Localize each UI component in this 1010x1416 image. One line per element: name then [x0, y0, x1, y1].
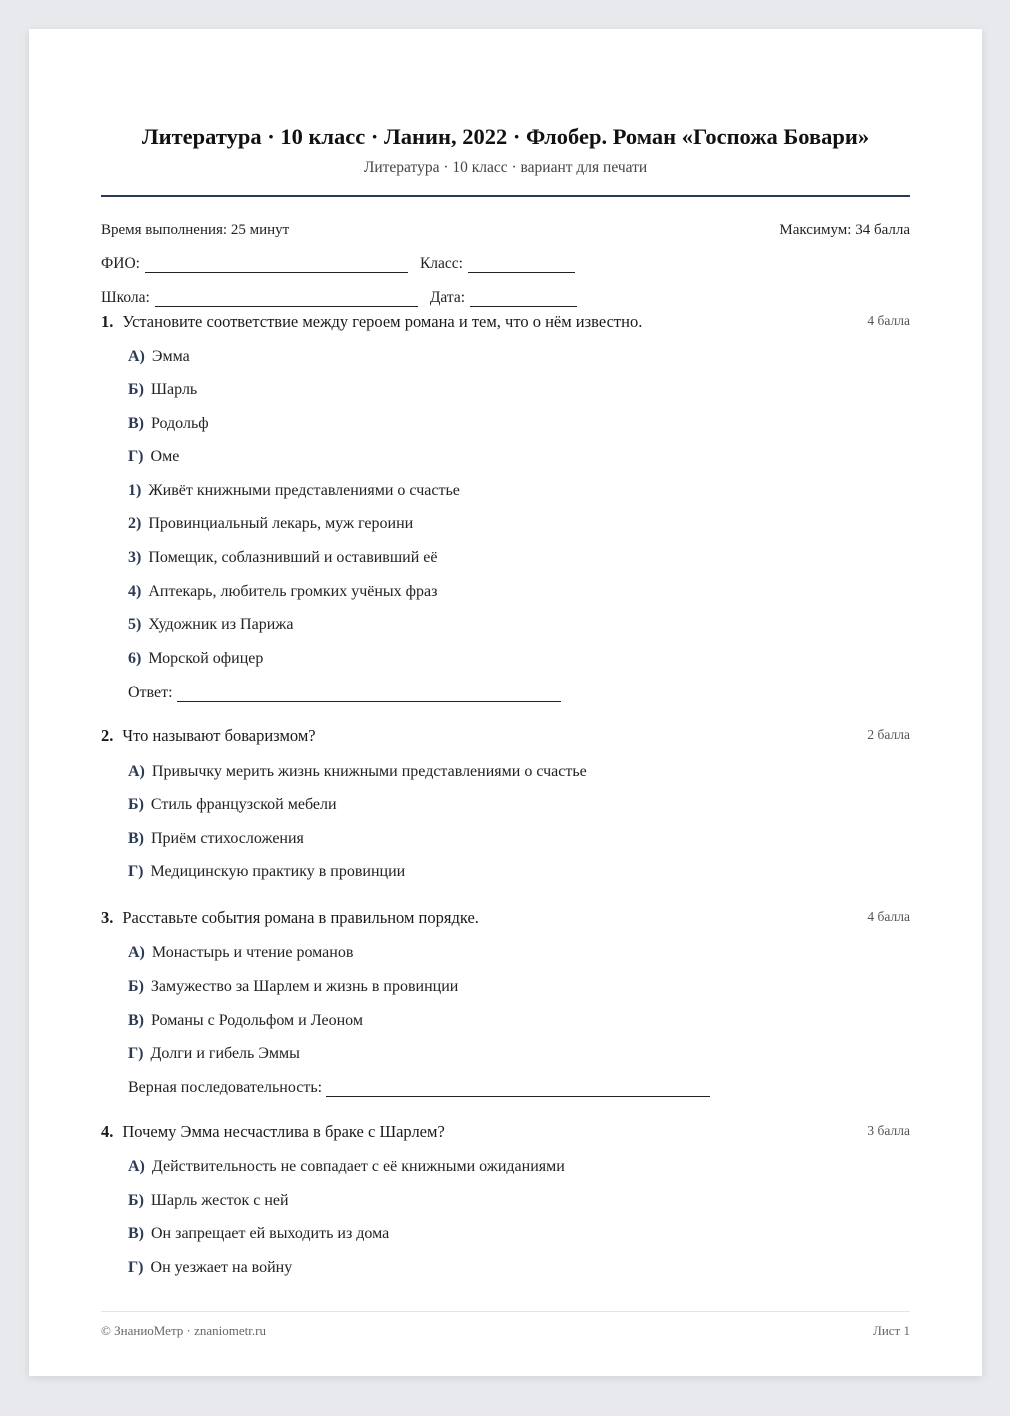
- option-label: Б): [128, 978, 144, 995]
- option-text: Он уезжает на войну: [150, 1259, 293, 1276]
- option-text: Морской офицер: [148, 650, 264, 667]
- option-d: [128, 1045, 300, 1063]
- option-text: Романы с Родольфом и Леоном: [151, 1012, 363, 1029]
- option-label: 3): [128, 549, 142, 566]
- option-b[interactable]: [128, 1192, 289, 1210]
- question-number: 2.: [101, 726, 114, 745]
- question-1: [101, 312, 910, 701]
- answer-line: [128, 684, 573, 702]
- option-text: Приём стихосложения: [151, 830, 304, 847]
- option-text: Родольф: [151, 415, 209, 432]
- question-header: [101, 1122, 910, 1148]
- option-text: Живёт книжными представлениями о счастье: [148, 482, 460, 499]
- option-3: [128, 549, 438, 567]
- page-footer: [101, 1323, 910, 1339]
- name-label: ФИО:: [101, 255, 140, 272]
- footer-copyright: © ЗнаниоМетр · znaniometr.ru: [101, 1323, 266, 1338]
- question-text: Почему Эмма несчастлива в браке с Шарлем?: [122, 1122, 445, 1141]
- option-label: Б): [128, 1192, 144, 1209]
- worksheet-page: [29, 29, 982, 1376]
- option-a[interactable]: [128, 1158, 565, 1176]
- form-line-name: [101, 255, 587, 273]
- question-header: [101, 312, 910, 338]
- option-b: [128, 381, 197, 399]
- option-4: [128, 583, 437, 601]
- option-d[interactable]: [128, 1259, 292, 1277]
- option-1: [128, 482, 460, 500]
- question-text: Что называют боваризмом?: [122, 726, 316, 745]
- meta-row: [101, 222, 910, 239]
- option-label: А): [128, 944, 145, 961]
- option-2: [128, 515, 413, 533]
- option-label: Г): [128, 448, 144, 465]
- option-text: Шарль жесток с ней: [150, 1192, 289, 1209]
- option-text: Шарль: [150, 381, 198, 398]
- answer-label: Ответ:: [128, 684, 173, 701]
- class-field[interactable]: [468, 257, 575, 273]
- option-text: Монастырь и чтение романов: [151, 944, 354, 961]
- option-label: Б): [128, 796, 144, 813]
- option-a[interactable]: [128, 763, 587, 781]
- footer-divider: [101, 1311, 910, 1312]
- option-5: [128, 616, 293, 634]
- option-text: Долги и гибель Эммы: [150, 1045, 300, 1062]
- option-label: Г): [128, 1045, 144, 1062]
- option-c: [128, 415, 209, 433]
- option-6: [128, 650, 263, 668]
- option-text: Медицинскую практику в провинции: [150, 863, 406, 880]
- question-text: Расставьте события романа в правильном порядке.: [122, 908, 479, 927]
- option-label: Б): [128, 381, 144, 398]
- school-label: Школа:: [101, 289, 150, 306]
- question-points: 2 балла: [867, 727, 910, 742]
- option-text: Художник из Парижа: [148, 616, 294, 633]
- answer-field[interactable]: [177, 687, 561, 702]
- option-label: В): [128, 1012, 144, 1029]
- question-3: [101, 908, 910, 1096]
- option-a: [128, 944, 353, 962]
- question-2: [101, 726, 910, 880]
- option-text: Действительность не совпадает с её книжными ожиданиями: [151, 1158, 565, 1175]
- option-a: [128, 348, 190, 366]
- option-d: [128, 448, 179, 466]
- question-text: Установите соответствие между героем романа и тем, что о нём известно.: [122, 312, 643, 331]
- option-label: В): [128, 1225, 144, 1242]
- option-b: [128, 978, 458, 996]
- option-text: Аптекарь, любитель громких учёных фраз: [148, 583, 438, 600]
- option-text: Оме: [150, 448, 180, 465]
- option-b[interactable]: [128, 796, 337, 814]
- time-limit: Время выполнения: 25 минут: [101, 222, 290, 238]
- name-field[interactable]: [145, 257, 408, 273]
- header-divider: [101, 195, 910, 197]
- answer-label: Верная последовательность:: [128, 1079, 323, 1096]
- question-points: 4 балла: [867, 313, 910, 328]
- option-text: Он запрещает ей выходить из дома: [151, 1225, 390, 1242]
- max-score: Максимум: 34 балла: [779, 222, 910, 238]
- question-header: [101, 908, 910, 934]
- answer-field[interactable]: [326, 1082, 710, 1097]
- date-label: Дата:: [429, 289, 466, 306]
- option-label: Г): [128, 1259, 144, 1276]
- option-c[interactable]: [128, 1225, 389, 1243]
- option-label: 4): [128, 583, 142, 600]
- option-text: Привычку мерить жизнь книжными представлениями о счастье: [151, 763, 587, 780]
- option-c: [128, 1012, 363, 1030]
- date-field[interactable]: [470, 291, 577, 307]
- option-c[interactable]: [128, 830, 304, 848]
- question-header: [101, 726, 910, 752]
- option-label: А): [128, 763, 145, 780]
- option-label: 1): [128, 482, 142, 499]
- question-number: 3.: [101, 908, 114, 927]
- class-label: Класс:: [419, 255, 463, 272]
- answer-line: [128, 1079, 722, 1097]
- question-number: 4.: [101, 1122, 114, 1141]
- option-text: Помещик, соблазнивший и оставивший её: [148, 549, 438, 566]
- question-number: 1.: [101, 312, 114, 331]
- option-label: В): [128, 830, 144, 847]
- question-4: [101, 1122, 910, 1276]
- footer-sheet-number: Лист 1: [873, 1323, 910, 1338]
- option-text: Эмма: [151, 348, 190, 365]
- question-points: 4 балла: [867, 909, 910, 924]
- option-label: А): [128, 1158, 145, 1175]
- option-label: В): [128, 415, 144, 432]
- option-label: 5): [128, 616, 142, 633]
- option-label: 2): [128, 515, 142, 532]
- option-label: Г): [128, 863, 144, 880]
- option-text: Стиль французской мебели: [150, 796, 337, 813]
- option-label: 6): [128, 650, 142, 667]
- school-field[interactable]: [155, 291, 418, 307]
- page-subtitle: Литература · 10 класс · вариант для печати: [363, 159, 648, 176]
- form-line-school: [101, 289, 589, 307]
- page-title: Литература · 10 класс · Ланин, 2022 · Флобер. Роман «Госпожа Бовари»: [141, 124, 870, 149]
- question-points: 3 балла: [867, 1123, 910, 1138]
- option-label: А): [128, 348, 145, 365]
- option-text: Провинциальный лекарь, муж героини: [148, 515, 414, 532]
- option-d[interactable]: [128, 863, 405, 881]
- option-text: Замужество за Шарлем и жизнь в провинции: [150, 978, 459, 995]
